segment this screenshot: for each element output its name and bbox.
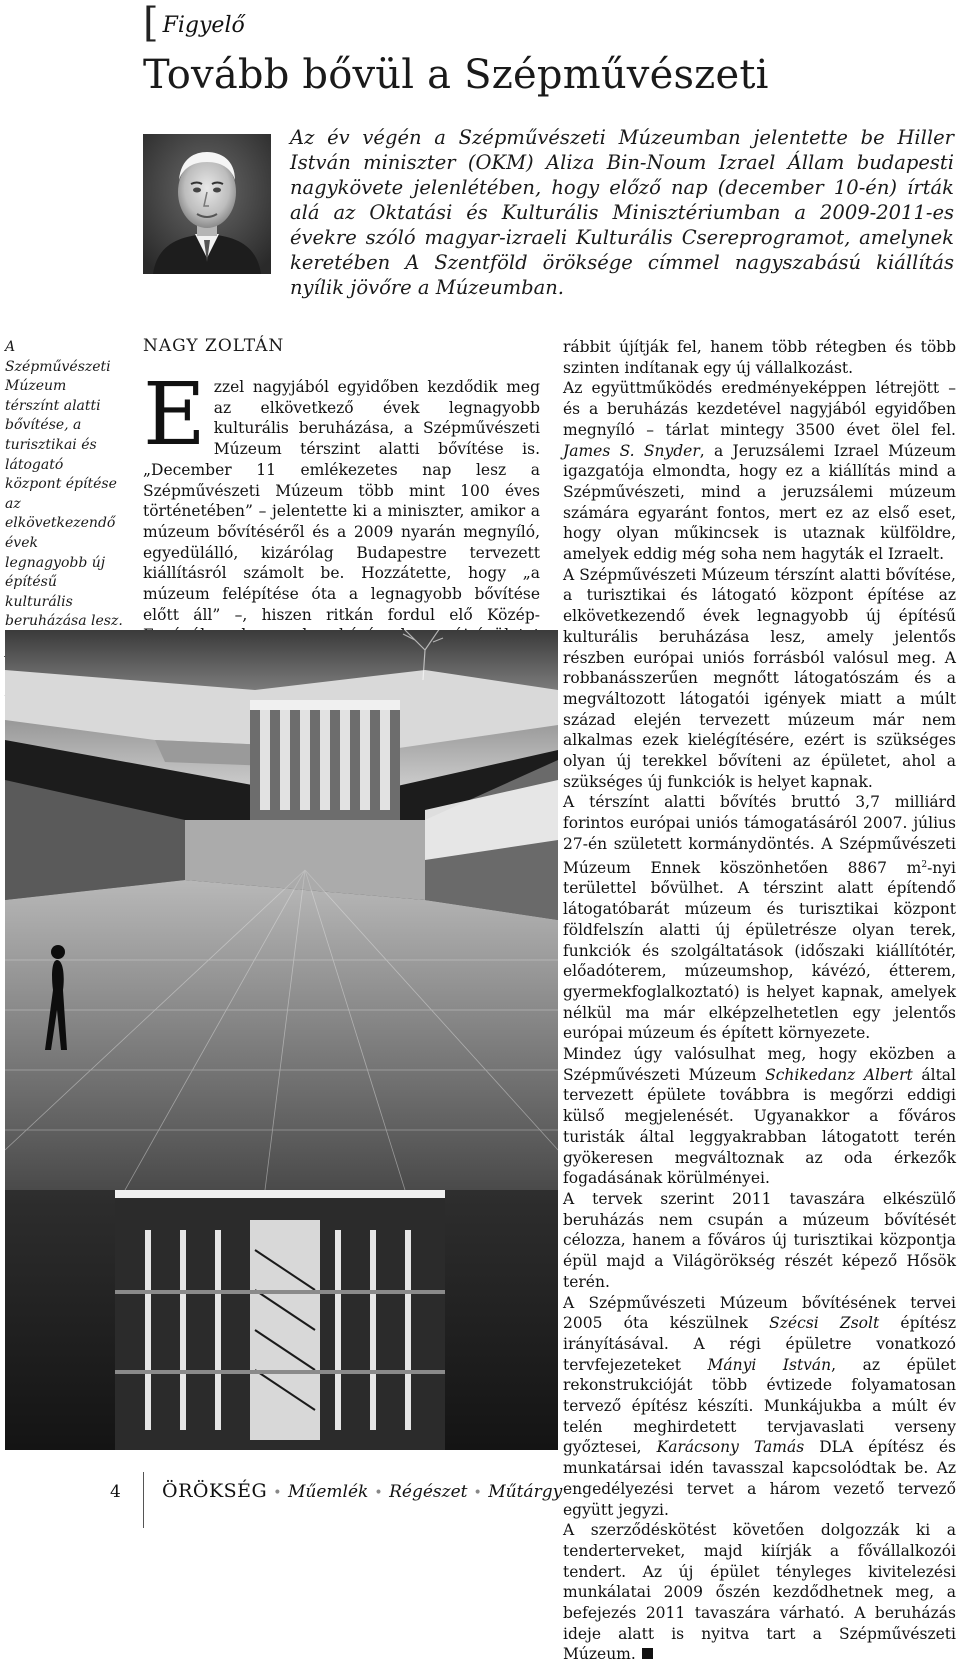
section-label: [143, 0, 245, 46]
article-title: Tovább bővül a Szépművészeti: [143, 52, 769, 98]
author-byline: NAGY ZOLTÁN: [143, 336, 285, 356]
body-paragraph: Mindez úgy valósulhat meg, hogy eközben a Szépművészeti Múzeum Schikedanz Albert által tervezett épülete továbbra is megőrzi eddigi külső megjelenését. Ugyanakkor a főváros turisták által leggyakrabban látogatott terén gyökeresen megváltoznak az oda érkezők fogadásának körülményei.: [563, 1045, 957, 1188]
body-paragraph: A térszínt alatti bővítés bruttó 3,7 milliárd forintos európai uniós támogatásáról 2007. július 27-én született kormánydöntés. A Szépművészeti Múzeum Ennek köszönhetően 8867 $m^2$-nyi területtel bővülhet. A térszint alatt építendő látogatóbarát múzeum és turisztikai központ földfelszín alatti új épületrésze olyan terek, funkciók és szolgáltatások (időszaki kiállítótér, előadóterem, múzeumshop, kávézó, étterem, gyermekfoglalkoztató) is helyet kapnak, amelyek nélkül ma már elképzelhetetlen egy jelentős európai múzeum és épített környezete.: [563, 793, 956, 1043]
portrait-illustration: [143, 134, 271, 274]
end-mark: [642, 1648, 653, 1659]
drop-cap: E: [143, 365, 206, 465]
person-name: Mányi István: [707, 1355, 832, 1374]
body-paragraph: A szerződéskötést követően dolgozzák ki a tenderterveket, majd kiírják a fővállalkozói tendert. Az új épület tényleges kivitelezési munkálatai 2009 őszén kezdődhetnek meg, a befejezés 2011 tavaszára várható. A beruházás ideje alatt is nyitva tart a Szépművészeti Múzeum.: [563, 1521, 956, 1664]
brand-sub: Műtárgy: [488, 1482, 563, 1502]
person-name: James S. Snyder: [563, 441, 700, 460]
footer-brand: [162, 1480, 562, 1502]
page-number: 4: [110, 1482, 121, 1502]
brand-name: ÖRÖKSÉG: [162, 1480, 268, 1502]
body-column-2: [563, 337, 956, 1665]
body-paragraph: A tervek szerint 2011 tavaszára elkészülő beruházás nem csupán a múzeum bővítését célozza, hanem a főváros új turisztikai központja épül majd a Világörökség részét képező Hősök terén.: [563, 1189, 956, 1291]
body-paragraph: Az együttműködés eredményeképpen létrejött – és a beruházás kezdetével nagyjából egyidőben megnyíló – tárlat mintegy 3500 évet ölel fel. James S. Snyder, a Jeruzsálemi Izrael Múzeum igazgatója elmondta, hogy ez a kiállítás mind a Szépművészeti, mind a jeruzsálemi múzeum számára egyaránt fontos, mert ez az első eset, hogy olyan műkincsek is utaznak külföldre, amelyek eddig még soha nem hagyták el Izraelt.: [563, 379, 956, 564]
person-name: Schikedanz Albert: [765, 1065, 913, 1084]
body-column-1: [143, 365, 540, 667]
body-paragraph: A Szépművészeti Múzeum bővítésének tervei 2005 óta készülnek Szécsi Zsolt építész irányításával. A régi épületre vonatkozó tervfejezeteket Mányi István, az épület rekonstrukcióját több évtizede folyamatosan tervező építész készíti. Munkájukba a múlt év telén meghirdetett tervjavaslati verseny győztesei, Karácsony Tamás DLA építész és munkatársai idén tavasszal kapcsolódtak be. Az engedélyezési tervet a három vezető tervező együtt jegyzi.: [563, 1293, 957, 1519]
person-name: Karácsony Tamás: [656, 1438, 805, 1457]
render-illustration: [5, 630, 558, 1450]
section-bracket: [: [143, 0, 159, 46]
caption-text: A Szépművészeti Múzeum térszínt alatti bővítése, a turisztikai és látogató központ építése az elkövetkezendő évek legnagyobb új építésű kulturális beruházása lesz.: [5, 339, 123, 630]
body-paragraph: A Szépművészeti Múzeum térszínt alatti bővítése, a turisztikai és látogató központ építése az elkövetkezendő évek legnagyobb új építésű kulturális beruházása lesz, amely jelentős részben európai uniós forrásból valósul meg. A robbanásszerűen megnőtt látogatószám és a megváltozott látogatói igények miatt a múlt század elején tervezett múzeum már nem alkalmas ezek kielégítésére, ezért is szükséges olyan új terekkel bővíteni az épületet, ahol a szükséges új funkciók is helyet kapnak.: [563, 565, 956, 791]
separator-dot: •: [473, 1485, 483, 1501]
brand-sub: Műemlék: [287, 1482, 369, 1502]
separator-dot: •: [374, 1485, 384, 1501]
body-paragraph: zzel nagyjából egyidőben kezdődik meg az elkövetkező évek legnagyobb kulturális beruházása, a Szépművészeti Múzeum térszint alatti bővítése is. „December 11 emlékezetes nap lesz a Szépművészeti Múzeum több mint 100 éves történetében” – jelentette ki a miniszter, amikor a múzeum bővítéséről és a 2009 nyarán megnyíló, egyedülálló, kizárólag Budapestre tervezett kiállításról számolt be. Hozzátette, hogy „a múzeum felépítése óta a legnagyobb bővítése előtt áll” –, hiszen ritkán fordul elő Közép-: [143, 378, 540, 624]
person-name: Szécsi Zsolt: [769, 1314, 880, 1333]
separator-dot: •: [273, 1485, 282, 1501]
portrait-photo: [143, 134, 271, 274]
section-name: Figyelő: [162, 13, 245, 38]
body-paragraph: rábbit újítják fel, hanem több rétegben és több szinten indítanak egy új vállalkozást.: [563, 338, 956, 377]
superscript: 2: [921, 859, 928, 870]
brand-sub: Régészet: [389, 1482, 468, 1502]
architectural-render: [5, 630, 558, 1450]
footer-divider: [143, 1472, 144, 1528]
lead-paragraph: Az év végén a Szépművészeti Múzeumban jelentette be Hiller István miniszter (OKM) Aliza Bin-Noum Izrael Állam budapesti nagykövete jelenlétében, hogy előző nap (december 10-én) írták alá az Oktatási és Kulturális Minisztériumban a 2009-2011-es évekre szóló magyar-izraeli Kulturális Csereprogramot, amelynek keretében A Szentföld öröksége címmel nagyszabású kiállítás nyílik jövőre a Múzeumban.: [290, 126, 954, 299]
